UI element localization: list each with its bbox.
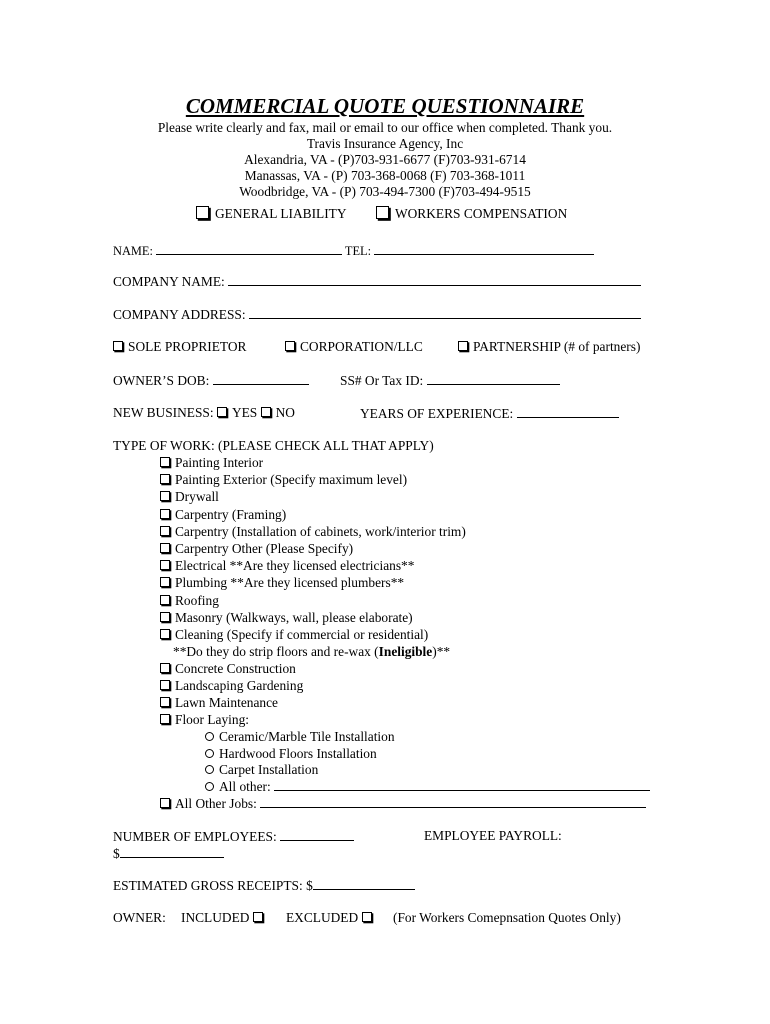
num-employees-input-line[interactable] [280, 828, 354, 841]
payroll-amount-field[interactable]: $ [113, 845, 224, 862]
office-woodbridge: Woodbridge, VA - (P) 703-494-7300 (F)703-494-9515 [239, 184, 531, 199]
general-liability-option[interactable]: GENERAL LIABILITY [196, 206, 347, 222]
work-item-carpentry-installation[interactable]: Carpentry (Installation of cabinets, work/interior trim) [160, 524, 466, 540]
owner-excluded-option[interactable]: EXCLUDED [286, 910, 372, 926]
floor-sub-ceramic[interactable]: Ceramic/Marble Tile Installation [205, 729, 395, 745]
checkbox-icon[interactable] [160, 457, 170, 467]
all-other-jobs-input-line[interactable] [260, 795, 646, 808]
gross-receipts-input-line[interactable] [313, 877, 415, 890]
checkbox-icon[interactable] [458, 341, 468, 351]
work-item-concrete[interactable]: Concrete Construction [160, 661, 296, 677]
office-alexandria: Alexandria, VA - (P)703-931-6677 (F)703-931-6714 [244, 152, 526, 167]
checkbox-icon[interactable] [160, 543, 170, 553]
floor-sub-hardwood[interactable]: Hardwood Floors Installation [205, 746, 377, 762]
floor-sub-all-other[interactable]: All other: [205, 778, 650, 795]
checkbox-icon[interactable] [160, 491, 170, 501]
radio-circle-icon[interactable] [205, 749, 214, 758]
checkbox-icon[interactable] [160, 595, 170, 605]
work-item-painting-exterior[interactable]: Painting Exterior (Specify maximum level) [160, 472, 407, 488]
gross-receipts-field[interactable]: ESTIMATED GROSS RECEIPTS: $ [113, 877, 415, 894]
all-other-jobs-field[interactable]: All Other Jobs: [160, 795, 646, 812]
checkbox-icon[interactable] [160, 474, 170, 484]
no-label: NO [275, 405, 295, 420]
years-experience-field[interactable]: YEARS OF EXPERIENCE: [360, 405, 619, 422]
type-of-work-heading: TYPE OF WORK: (PLEASE CHECK ALL THAT APPLY) [113, 438, 434, 453]
checkbox-icon[interactable] [253, 912, 263, 922]
company-name-input-line[interactable] [228, 273, 641, 286]
office-manassas: Manassas, VA - (P) 703-368-0068 (F) 703-368-1011 [244, 168, 526, 183]
dob-input-line[interactable] [213, 372, 309, 385]
payroll-input-line[interactable] [120, 845, 224, 858]
tax-id-field[interactable]: SS# Or Tax ID: [340, 372, 560, 389]
partnership-option[interactable]: PARTNERSHIP (# of partners) [458, 339, 640, 355]
owners-dob-field[interactable]: OWNER’S DOB: [113, 372, 309, 389]
work-item-roofing[interactable]: Roofing [160, 593, 219, 609]
checkbox-icon[interactable] [160, 798, 170, 808]
owner-included-option[interactable]: INCLUDED [181, 910, 263, 926]
checkbox-icon[interactable] [196, 206, 209, 219]
work-item-floor-laying[interactable]: Floor Laying: [160, 712, 249, 728]
checkbox-icon[interactable] [261, 407, 271, 417]
checkbox-icon[interactable] [362, 912, 372, 922]
checkbox-icon[interactable] [217, 407, 227, 417]
radio-circle-icon[interactable] [205, 782, 214, 791]
name-input-line[interactable] [156, 242, 342, 255]
owner-label: OWNER: [113, 910, 166, 925]
company-name-field[interactable]: COMPANY NAME: [113, 273, 641, 290]
corporation-option[interactable]: CORPORATION/LLC [285, 339, 423, 355]
ineligible-label: Ineligible [378, 644, 433, 659]
checkbox-icon[interactable] [160, 612, 170, 622]
checkbox-icon[interactable] [285, 341, 295, 351]
tel-input-line[interactable] [374, 242, 594, 255]
work-item-electrical[interactable]: Electrical **Are they licensed electricians** [160, 558, 414, 574]
floor-sub-carpet[interactable]: Carpet Installation [205, 762, 318, 778]
company-address-field[interactable]: COMPANY ADDRESS: [113, 306, 641, 323]
radio-circle-icon[interactable] [205, 765, 214, 774]
checkbox-icon[interactable] [160, 697, 170, 707]
work-item-painting-interior[interactable]: Painting Interior [160, 455, 263, 471]
checkbox-icon[interactable] [376, 206, 389, 219]
work-item-cleaning[interactable]: Cleaning (Specify if commercial or residential) [160, 627, 428, 643]
new-business-field: NEW BUSINESS: YES NO [113, 405, 295, 420]
work-item-masonry[interactable]: Masonry (Walkways, wall, please elaborate) [160, 610, 413, 626]
work-item-drywall[interactable]: Drywall [160, 489, 219, 505]
wc-quotes-note: (For Workers Comepnsation Quotes Only) [393, 910, 621, 925]
checkbox-icon[interactable] [160, 526, 170, 536]
checkbox-icon[interactable] [160, 680, 170, 690]
checkbox-icon[interactable] [160, 629, 170, 639]
radio-circle-icon[interactable] [205, 732, 214, 741]
checkbox-icon[interactable] [160, 560, 170, 570]
checkbox-icon[interactable] [113, 341, 123, 351]
checkbox-icon[interactable] [160, 714, 170, 724]
work-item-plumbing[interactable]: Plumbing **Are they licensed plumbers** [160, 575, 404, 591]
checkbox-icon[interactable] [160, 663, 170, 673]
sole-proprietor-option[interactable]: SOLE PROPRIETOR [113, 339, 246, 355]
work-item-lawn[interactable]: Lawn Maintenance [160, 695, 278, 711]
num-employees-field[interactable]: NUMBER OF EMPLOYEES: [113, 828, 354, 845]
tax-id-input-line[interactable] [427, 372, 560, 385]
agency-name: Travis Insurance Agency, Inc [306, 136, 464, 151]
work-item-carpentry-framing[interactable]: Carpentry (Framing) [160, 507, 286, 523]
strip-floors-note: **Do they do strip floors and re-wax (Ineligible)** [173, 644, 451, 659]
years-input-line[interactable] [517, 405, 619, 418]
workers-comp-option[interactable]: WORKERS COMPENSATION [376, 206, 567, 222]
name-field[interactable]: NAME: TEL: [113, 242, 594, 259]
instructions-text: Please write clearly and fax, mail or email to our office when completed. Thank you. [157, 120, 613, 135]
company-address-input-line[interactable] [249, 306, 641, 319]
yes-label: YES [231, 405, 258, 420]
employee-payroll-label: EMPLOYEE PAYROLL: [424, 828, 562, 843]
checkbox-icon[interactable] [160, 509, 170, 519]
work-item-carpentry-other[interactable]: Carpentry Other (Please Specify) [160, 541, 353, 557]
page-title: COMMERCIAL QUOTE QUESTIONNAIRE [185, 94, 585, 118]
checkbox-icon[interactable] [160, 577, 170, 587]
floor-other-input-line[interactable] [274, 778, 650, 791]
work-item-landscaping[interactable]: Landscaping Gardening [160, 678, 303, 694]
